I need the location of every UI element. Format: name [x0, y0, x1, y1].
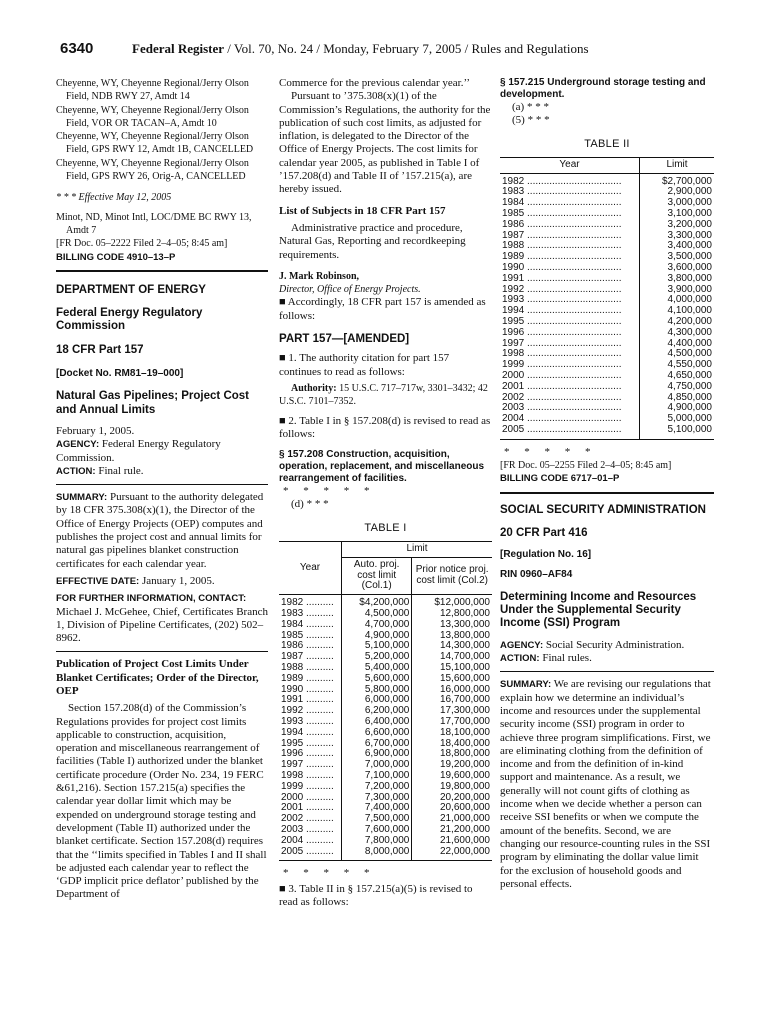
table-row: [279, 595, 492, 609]
value-cell: 14,700,000: [412, 652, 492, 663]
divider: [500, 671, 714, 672]
leader-dots: ..................................: [524, 316, 622, 328]
leader-dots: ..........: [303, 694, 334, 706]
ellipsis-stars: * * * * *: [504, 445, 597, 458]
year-text: 1996: [281, 748, 304, 760]
leader-dots: ..........: [303, 618, 334, 630]
leader-dots: ..................................: [524, 348, 622, 360]
fr-doc-line: [FR Doc. 05–2222 Filed 2–4–05; 8:45 am]: [56, 238, 228, 250]
leader-dots: ..................................: [524, 359, 622, 371]
leader-dots: ..........: [303, 791, 334, 803]
leader-dots: ..................................: [524, 413, 622, 425]
value-cell: 16,000,000: [412, 685, 492, 696]
value-cell: 8,000,000: [342, 847, 412, 861]
table-1-col1-header: Auto. proj. cost limit (Col.1): [342, 557, 412, 594]
value-cell: 6,600,000: [342, 728, 412, 739]
table-1-caption: TABLE I: [364, 521, 407, 534]
agency-label: AGENCY:: [500, 639, 544, 651]
leader-dots: ..................................: [524, 337, 622, 349]
leader-dots: ..........: [303, 759, 334, 771]
action-label: ACTION:: [500, 653, 540, 665]
year-text: 1997: [281, 759, 304, 771]
signer-title: Director, Office of Energy Projects.: [279, 284, 421, 296]
agency-value: Social Security Administration.: [545, 638, 685, 651]
year-text: 1982: [281, 597, 304, 609]
value-cell: 4,500,000: [342, 609, 412, 620]
leader-dots: ..................................: [524, 283, 622, 295]
year-text: 1986: [502, 218, 525, 230]
table-1: [279, 541, 492, 861]
summary-value: We are revising our regulations that explain how we determine an individual’s income and resources under the supplemental security income (SSI) program in order to achieve three program simplifications. First, we are eliminating clothing from the definition of income and from the definition of in-kind support and maintenance. As a result, we generally will not count gifts of clothing as income when we decide whether a person can receive SSI benefits or when we compute the amount of the benefits. Second, we are changing our resource-counting rules in the SSI program by eliminating the dollar value limit for the exclusion of household goods and personal effects.: [500, 678, 711, 890]
year-cell: [500, 425, 640, 439]
year-cell: [279, 595, 342, 609]
year-cell: [500, 173, 640, 187]
year-text: 1998: [502, 348, 525, 360]
divider: [56, 484, 268, 485]
year-text: 2000: [281, 791, 304, 803]
value-cell: 4,500,000: [640, 349, 715, 360]
fr-doc-line: [FR Doc. 05–2255 Filed 2–4–05; 8:45 am]: [500, 460, 672, 472]
billing-code: BILLING CODE 4910–13–P: [56, 251, 176, 263]
agency-line: [500, 639, 714, 652]
value-cell: 15,600,000: [412, 674, 492, 685]
year-text: 1992: [502, 283, 525, 295]
running-title: [132, 41, 589, 57]
list-of-subjects-heading: List of Subjects in 18 CFR Part 157: [279, 204, 446, 217]
regulation-number: [Regulation No. 16]: [500, 549, 592, 561]
year-text: 1997: [502, 337, 525, 349]
value-cell: 21,600,000: [412, 836, 492, 847]
value-cell: 7,300,000: [342, 793, 412, 804]
leader-dots: ..................................: [524, 402, 622, 414]
ellipsis-stars: * * * * *: [283, 485, 376, 498]
year-text: 1995: [281, 737, 304, 749]
body-paragraph: Section 157.208(d) of the Commission’s Regulations provides for project cost limits applicable to construction, acquisition, operation and miscellaneous rearrangement of facilities (Table I) authorized under the blanket certificate procedure (Order No. 234, 19 FERC &61,216). Section 157.215(a) specifies the calendar year dollar limit which may be expended on underground storage testing and development (Table II) authorized under the blanket certificate. Section 157.208(d) requires that the ‘‘limits specified in Tables I and II shall be adjusted each calendar year to reflect the ‘GDP implicit price deflator’ published by the Department of: [56, 702, 267, 901]
leader-dots: ..................................: [524, 175, 622, 187]
faa-item: Cheyenne, WY, Cheyenne Regional/Jerry Olson Field, GPS RWY 26, Orig-A, CANCELLED: [56, 157, 249, 183]
value-cell: 4,900,000: [640, 403, 715, 414]
agency-label: AGENCY:: [56, 439, 100, 451]
column-2: [279, 77, 492, 909]
authority-citation: [279, 382, 492, 409]
leader-dots: ..................................: [524, 197, 622, 209]
value-cell: 19,200,000: [412, 760, 492, 771]
value-cell: $4,200,000: [342, 595, 412, 609]
value-cell: 5,600,000: [342, 674, 412, 685]
table-2-year-header: Year: [500, 157, 640, 173]
leader-dots: ..........: [303, 683, 334, 695]
column-1: [56, 77, 268, 902]
divider: [56, 270, 268, 272]
paragraph-5: (5) * * *: [512, 114, 550, 127]
value-cell: 7,400,000: [342, 803, 412, 814]
value-cell: 21,000,000: [412, 814, 492, 825]
leader-dots: ..........: [303, 748, 334, 760]
year-text: 1988: [281, 661, 304, 673]
effective-date-label: EFFECTIVE DATE:: [56, 575, 140, 587]
year-text: 1989: [281, 672, 304, 684]
year-text: 1996: [502, 326, 525, 338]
effective-date: [56, 575, 268, 588]
year-text: 2001: [281, 802, 304, 814]
leader-dots: ..........: [303, 813, 334, 825]
value-cell: 19,800,000: [412, 782, 492, 793]
amendment-instruction-2: ■ 2. Table I in § 157.208(d) is revised to read as follows:: [279, 414, 491, 440]
amendment-instruction-3: ■ 3. Table II in § 157.215(a)(5) is revised to read as follows:: [279, 882, 473, 908]
journal-name: Federal Register: [132, 41, 225, 56]
value-cell: 7,500,000: [342, 814, 412, 825]
year-text: 1987: [281, 651, 304, 663]
leader-dots: ..........: [303, 672, 334, 684]
part-heading: PART 157—[AMENDED]: [279, 333, 410, 346]
value-cell: 4,900,000: [342, 631, 412, 642]
value-cell: 4,850,000: [640, 393, 715, 404]
value-cell: 5,100,000: [640, 425, 715, 439]
year-text: 1990: [502, 262, 525, 274]
table-row: [279, 847, 492, 861]
value-cell: 5,000,000: [640, 414, 715, 425]
leader-dots: ..................................: [524, 370, 622, 382]
year-text: 1994: [281, 726, 304, 738]
value-cell: 5,400,000: [342, 663, 412, 674]
year-text: 1995: [502, 316, 525, 328]
faa-procedure-list: [56, 77, 268, 183]
year-text: 1994: [502, 305, 525, 317]
action-value: Final rule.: [98, 464, 144, 477]
leader-dots: ..................................: [524, 262, 622, 274]
leader-dots: ..................................: [524, 208, 622, 220]
table-1-col2-header: Prior notice proj. cost limit (Col.2): [412, 557, 492, 594]
value-cell: 6,700,000: [342, 739, 412, 750]
pursuant-paragraph: Pursuant to ’375.308(x)(1) of the Commission’s Regulations, the authority for the publication of such cost limits, as adjusted for inflation, is delegated to the Director of the Office of Energy Projects. The cost limits for calendar year 2005, as published in Table I of ’157.208(d) and Table II of ’157.215(a), are hereby issued.: [279, 90, 491, 196]
value-cell: $2,700,000: [640, 173, 715, 187]
value-cell: 4,300,000: [640, 328, 715, 339]
agency-value: Federal Energy Regulatory Commission.: [56, 438, 221, 464]
leader-dots: ..........: [303, 780, 334, 792]
year-text: 1990: [281, 683, 304, 695]
value-cell: 19,600,000: [412, 771, 492, 782]
value-cell: 4,200,000: [640, 317, 715, 328]
leader-dots: ..................................: [524, 240, 622, 252]
authority-value: 15 U.S.C. 717–717w, 3301–3432; 42 U.S.C. 7101–7352.: [279, 382, 488, 408]
action-value: Final rules.: [542, 652, 592, 665]
leader-dots: ..........: [303, 705, 334, 717]
year-text: 1993: [281, 715, 304, 727]
rule-title: Determining Income and Resources Under the Supplemental Security Income (SSI) Program: [500, 590, 697, 630]
leader-dots: ..........: [303, 715, 334, 727]
cfr-part: 20 CFR Part 416: [500, 527, 588, 539]
value-cell: 5,800,000: [342, 685, 412, 696]
cfr-part: 18 CFR Part 157: [56, 343, 144, 356]
value-cell: 4,100,000: [640, 306, 715, 317]
value-cell: 4,550,000: [640, 360, 715, 371]
leader-dots: ..........: [303, 823, 334, 835]
year-text: 1983: [502, 186, 525, 198]
value-cell: 17,300,000: [412, 706, 492, 717]
value-cell: 4,000,000: [640, 295, 715, 306]
summary-value: Pursuant to the authority delegated by 18 CFR 375.308(x)(1), the Director of the Office of Energy Projects (OEP) computes and publishes the project cost and annual limits for natural gas pipelines blanket construction certificates for each calendar year.: [56, 491, 264, 570]
year-text: 2000: [502, 370, 525, 382]
value-cell: 17,700,000: [412, 717, 492, 728]
value-cell: 6,900,000: [342, 749, 412, 760]
value-cell: 4,700,000: [342, 620, 412, 631]
paragraph-a: (a) * * *: [512, 101, 549, 113]
leader-dots: ..........: [303, 597, 334, 609]
leader-dots: ..................................: [524, 229, 622, 241]
year-text: 1998: [281, 769, 304, 781]
rule-title: Natural Gas Pipelines; Project Cost and Annual Limits: [56, 390, 250, 416]
action-line: [56, 465, 268, 478]
year-text: 1991: [281, 694, 304, 706]
year-text: 1983: [281, 608, 304, 619]
value-cell: 3,000,000: [640, 198, 715, 209]
leader-dots: ..........: [303, 651, 334, 663]
leader-dots: ..........: [303, 845, 334, 857]
signer-name: J. Mark Robinson,: [279, 270, 360, 282]
rule-date: February 1, 2005.: [56, 424, 135, 437]
agency-heading: DEPARTMENT OF ENERGY: [56, 283, 206, 296]
year-text: 2004: [281, 834, 304, 846]
table-row: [500, 425, 714, 439]
value-cell: 5,200,000: [342, 652, 412, 663]
year-text: 1988: [502, 240, 525, 252]
value-cell: 6,400,000: [342, 717, 412, 728]
agency-heading: SOCIAL SECURITY ADMINISTRATION: [500, 503, 706, 516]
summary-label: SUMMARY:: [56, 492, 108, 504]
leader-dots: ..................................: [524, 326, 622, 338]
section-heading-157-208: § 157.208 Construction, acquisition, operation, replacement, and miscellaneous rearrangement of facilities.: [279, 449, 485, 485]
leader-dots: ..........: [303, 802, 334, 814]
value-cell: 5,100,000: [342, 641, 412, 652]
year-text: 1984: [502, 197, 525, 209]
column-3: [500, 77, 714, 891]
summary-label: SUMMARY:: [500, 679, 552, 691]
table-2-body: [500, 173, 714, 439]
value-cell: 7,200,000: [342, 782, 412, 793]
docket-number: [Docket No. RM81–19–000]: [56, 368, 184, 380]
value-cell: 14,300,000: [412, 641, 492, 652]
value-cell: 7,000,000: [342, 760, 412, 771]
leader-dots: ..........: [303, 834, 334, 846]
sub-agency: Federal Energy Regulatory Commission: [56, 307, 203, 333]
leader-dots: ..................................: [524, 424, 622, 436]
table-1-body: [279, 595, 492, 861]
year-text: 1985: [502, 208, 525, 220]
year-text: 2001: [502, 380, 525, 392]
value-cell: 21,200,000: [412, 825, 492, 836]
ellipsis-stars: * * * * *: [283, 867, 376, 880]
value-cell: 13,800,000: [412, 631, 492, 642]
publication-heading: Publication of Project Cost Limits Under Blanket Certificates; Order of the Director, OEP: [56, 658, 259, 697]
value-cell: $12,000,000: [412, 595, 492, 609]
leader-dots: ..................................: [524, 391, 622, 403]
leader-dots: ..................................: [524, 305, 622, 317]
value-cell: 7,800,000: [342, 836, 412, 847]
value-cell: 2,900,000: [640, 187, 715, 198]
value-cell: 18,100,000: [412, 728, 492, 739]
leader-dots: ..........: [303, 629, 334, 641]
contact-info: [56, 592, 268, 645]
contact-label: FOR FURTHER INFORMATION, CONTACT:: [56, 593, 247, 605]
value-cell: 3,500,000: [640, 252, 715, 263]
page-number: 6340: [60, 40, 94, 57]
year-text: 1999: [502, 359, 525, 371]
leader-dots: ..........: [303, 737, 334, 749]
effective-date-note: * * * Effective May 12, 2005: [56, 192, 172, 204]
year-text: 2002: [502, 391, 525, 403]
action-line: [500, 652, 714, 665]
year-text: 2005: [502, 424, 525, 436]
value-cell: 13,300,000: [412, 620, 492, 631]
billing-code: BILLING CODE 6717–01–P: [500, 473, 620, 485]
year-text: 1999: [281, 780, 304, 792]
amendment-instruction: ■ Accordingly, 18 CFR part 157 is amended as follows:: [279, 296, 486, 322]
value-cell: 16,700,000: [412, 695, 492, 706]
value-cell: 6,000,000: [342, 695, 412, 706]
year-text: 1989: [502, 251, 525, 263]
divider: [500, 492, 714, 494]
value-cell: 18,800,000: [412, 749, 492, 760]
summary: [56, 491, 268, 571]
leader-dots: ..................................: [524, 272, 622, 284]
year-text: 1992: [281, 705, 304, 717]
agency-line: [56, 438, 268, 465]
year-text: 2005: [281, 845, 304, 857]
value-cell: 4,750,000: [640, 382, 715, 393]
authority-label: Authority:: [291, 382, 337, 394]
faa-item: Cheyenne, WY, Cheyenne Regional/Jerry Olson Field, NDB RWY 27, Amdt 14: [56, 78, 249, 103]
year-cell: [279, 847, 342, 861]
value-cell: 4,650,000: [640, 371, 715, 382]
value-cell: 15,100,000: [412, 663, 492, 674]
leader-dots: ..................................: [524, 380, 622, 392]
leader-dots: ..........: [303, 640, 334, 652]
table-2-caption: TABLE II: [584, 137, 630, 150]
divider: [56, 651, 268, 652]
value-cell: 18,400,000: [412, 739, 492, 750]
faa-item-minot: Minot, ND, Minot Intl, LOC/DME BC RWY 13, Amdt 7: [56, 211, 252, 236]
year-text: 2003: [502, 402, 525, 414]
value-cell: 3,600,000: [640, 263, 715, 274]
year-text: 1982: [502, 175, 525, 187]
value-cell: 12,800,000: [412, 609, 492, 620]
leader-dots: ..................................: [524, 186, 622, 198]
year-text: 2004: [502, 413, 525, 425]
leader-dots: ..................................: [524, 251, 622, 263]
value-cell: 4,400,000: [640, 339, 715, 350]
value-cell: 3,800,000: [640, 274, 715, 285]
leader-dots: ..........: [303, 769, 334, 781]
continued-text: Commerce for the previous calendar year.’’: [279, 77, 470, 89]
table-row: [500, 173, 714, 187]
faa-item: Cheyenne, WY, Cheyenne Regional/Jerry Olson Field, GPS RWY 12, Amdt 1B, CANCELLED: [56, 131, 254, 156]
issue-details: / Vol. 70, No. 24 / Monday, February 7, 2005 / Rules and Regulations: [224, 41, 589, 56]
leader-dots: ..................................: [524, 218, 622, 230]
leader-dots: ..........: [303, 726, 334, 738]
year-text: 1985: [281, 629, 304, 641]
year-text: 1993: [502, 294, 525, 306]
page-header: [60, 40, 736, 60]
value-cell: 3,900,000: [640, 285, 715, 296]
paragraph-d: (d) * * *: [291, 498, 329, 511]
value-cell: 7,600,000: [342, 825, 412, 836]
value-cell: 3,400,000: [640, 241, 715, 252]
value-cell: 7,100,000: [342, 771, 412, 782]
faa-item: Cheyenne, WY, Cheyenne Regional/Jerry Olson Field, VOR OR TACAN–A, Amdt 10: [56, 104, 249, 129]
value-cell: 3,300,000: [640, 231, 715, 242]
value-cell: 3,100,000: [640, 209, 715, 220]
contact-value: Michael J. McGehee, Chief, Certificates Branch 1, Division of Pipeline Certificates, (202) 502–8962.: [56, 605, 268, 645]
year-text: 1986: [281, 640, 304, 652]
year-text: 2003: [281, 823, 304, 835]
action-label: ACTION:: [56, 465, 96, 477]
year-text: 2002: [281, 813, 304, 825]
year-text: 1991: [502, 272, 525, 284]
value-cell: 22,000,000: [412, 847, 492, 861]
value-cell: 20,200,000: [412, 793, 492, 804]
year-text: 1984: [281, 618, 304, 630]
table-2-limit-header: Limit: [640, 157, 715, 173]
list-of-subjects-body: Administrative practice and procedure, Natural Gas, Reporting and recordkeeping requirements.: [279, 221, 466, 261]
year-text: 1987: [502, 229, 525, 241]
value-cell: 20,600,000: [412, 803, 492, 814]
table-1-year-header: Year: [279, 542, 342, 595]
table-1-limit-header: Limit: [342, 542, 493, 558]
value-cell: 6,200,000: [342, 706, 412, 717]
table-2: [500, 157, 714, 440]
rin: RIN 0960–AF84: [500, 568, 573, 580]
leader-dots: ..........: [303, 608, 334, 619]
summary: [500, 678, 714, 891]
leader-dots: ..........: [303, 661, 334, 673]
leader-dots: ..................................: [524, 294, 622, 306]
amendment-instruction-1: ■ 1. The authority citation for part 157 continues to read as follows:: [279, 352, 450, 378]
section-heading-157-215: § 157.215 Underground storage testing and development.: [500, 77, 706, 100]
value-cell: 3,200,000: [640, 220, 715, 231]
effective-date-value: January 1, 2005.: [141, 574, 215, 587]
